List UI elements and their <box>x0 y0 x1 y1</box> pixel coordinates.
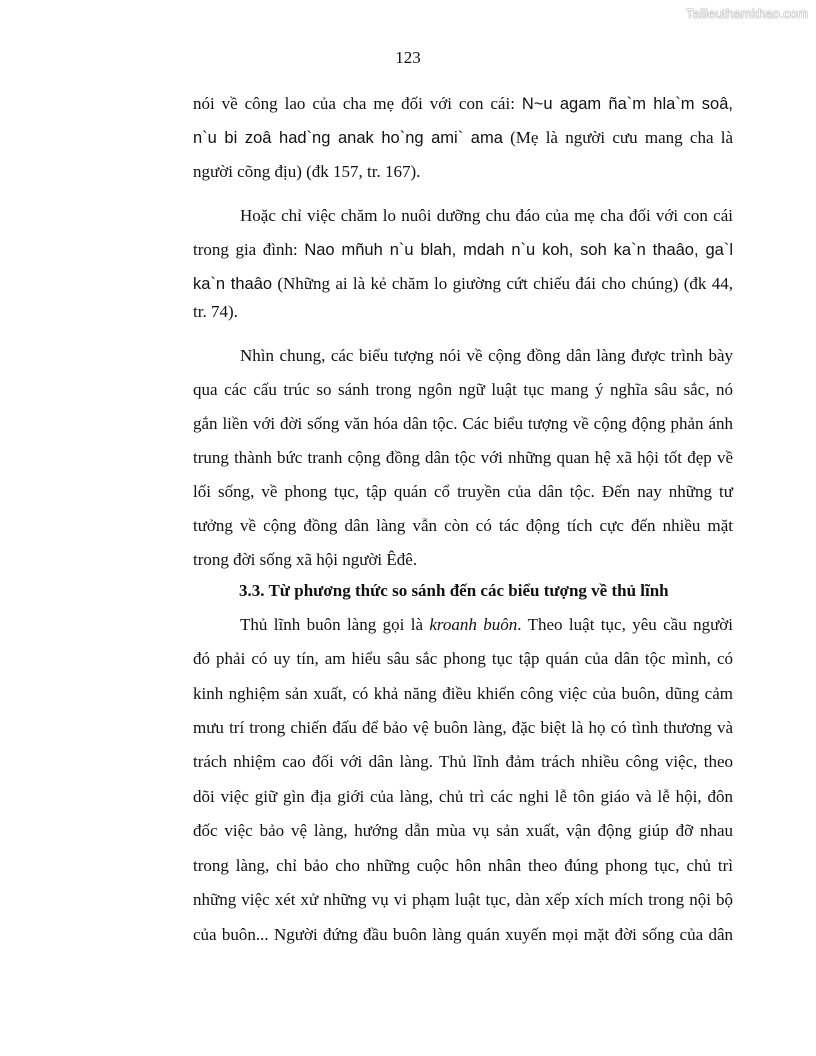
citation-text: người cõng địu) (đk 157, tr. 167). <box>193 162 421 181</box>
text-line: tưởng về cộng đồng dân làng vẫn còn có tác động tích cực đến nhiều mặt <box>193 516 733 535</box>
text-line: trách nhiệm cao đối với dân làng. Thủ lĩnh đảm trách nhiều công việc, theo <box>193 752 733 771</box>
text-line: trong đời sống xã hội người Êđê. <box>193 550 418 569</box>
ede-quote: Nao mñuh n`u blah, mdah n`u koh, soh ka`n thaâo, ga`l <box>304 241 733 259</box>
text-line <box>193 161 733 183</box>
italic-term: kroanh buôn <box>429 615 518 634</box>
text-line <box>193 273 733 295</box>
vietnamese-text: (Mẹ là người cưu mang cha là <box>502 128 734 147</box>
vietnamese-text: trong gia đình: <box>193 240 305 259</box>
vietnamese-text: Hoặc chỉ việc chăm lo nuôi dưỡng chu đáo của mẹ cha đối với con cái <box>240 206 733 225</box>
text-line: Nhìn chung, các biểu tượng nói về cộng đồng dân làng được trình bày <box>240 346 733 365</box>
text-line <box>193 614 733 636</box>
vietnamese-text: (Những ai là kẻ chăm lo giường cứt chiếu đái cho chúng) (đk 44, <box>272 274 733 293</box>
text-line <box>193 205 733 227</box>
text-line <box>193 93 733 115</box>
text-line: qua các cấu trúc so sánh trong ngôn ngữ luật tục mang ý nghĩa sâu sắc, nó <box>193 380 733 399</box>
text-line <box>193 127 733 149</box>
text-line: những việc xét xử những vụ vi phạm luật tục, dàn xếp xích mích trong nội bộ <box>193 890 733 909</box>
text-line: dõi việc giữ gìn địa giới của làng, chủ trì các nghi lễ tôn giáo và lễ hội, đôn <box>193 787 733 806</box>
text-line: của buôn... Người đứng đầu buôn làng quán xuyến mọi mặt đời sống của dân <box>193 925 733 944</box>
citation-text: tr. 74). <box>193 302 238 321</box>
text-line: trung thành bức tranh cộng đồng dân tộc với những quan hệ xã hội tốt đẹp về <box>193 448 733 467</box>
text-line: trong làng, chỉ bảo cho những cuộc hôn nhân theo đúng phong tục, chủ trì <box>193 856 733 875</box>
vietnamese-text: . Theo luật tục, yêu cầu người <box>517 615 734 634</box>
ede-quote: ka`n thaâo <box>193 275 273 293</box>
text-line: kinh nghiệm sản xuất, có khả năng điều khiển công việc của buôn, dũng cảm <box>193 684 733 703</box>
text-line: mưu trí trong chiến đấu để bảo vệ buôn làng, đặc biệt là họ có tình thương và <box>193 718 733 737</box>
page-number: 123 <box>395 48 421 67</box>
text-line: lối sống, về phong tục, tập quán cổ truyền của dân tộc. Đến nay những tư <box>193 482 733 501</box>
text-line <box>193 301 733 323</box>
text-line: đó phải có uy tín, am hiểu sâu sắc phong tục tập quán của dân tộc mình, có <box>193 649 733 668</box>
text-line: gắn liền với đời sống văn hóa dân tộc. Các biểu tượng về cộng động phản ánh <box>193 414 733 433</box>
vietnamese-text: Thủ lĩnh buôn làng gọi là <box>240 615 430 634</box>
text-line: đốc việc bảo vệ làng, hướng dẫn mùa vụ sản xuất, vận động giúp đỡ nhau <box>193 821 733 840</box>
ede-quote: n`u bi zoâ had`ng anak ho`ng ami` ama <box>193 129 503 147</box>
watermark: Tailieuthamkhao.com <box>685 6 808 21</box>
ede-quote: N~u agam ña`m hla`m soâ, <box>521 95 733 113</box>
text-line <box>193 239 733 261</box>
vietnamese-text: nói về công lao của cha mẹ đối với con cái: <box>193 94 522 113</box>
section-heading: 3.3. Từ phương thức so sánh đến các biểu tượng về thủ lĩnh <box>239 581 669 600</box>
